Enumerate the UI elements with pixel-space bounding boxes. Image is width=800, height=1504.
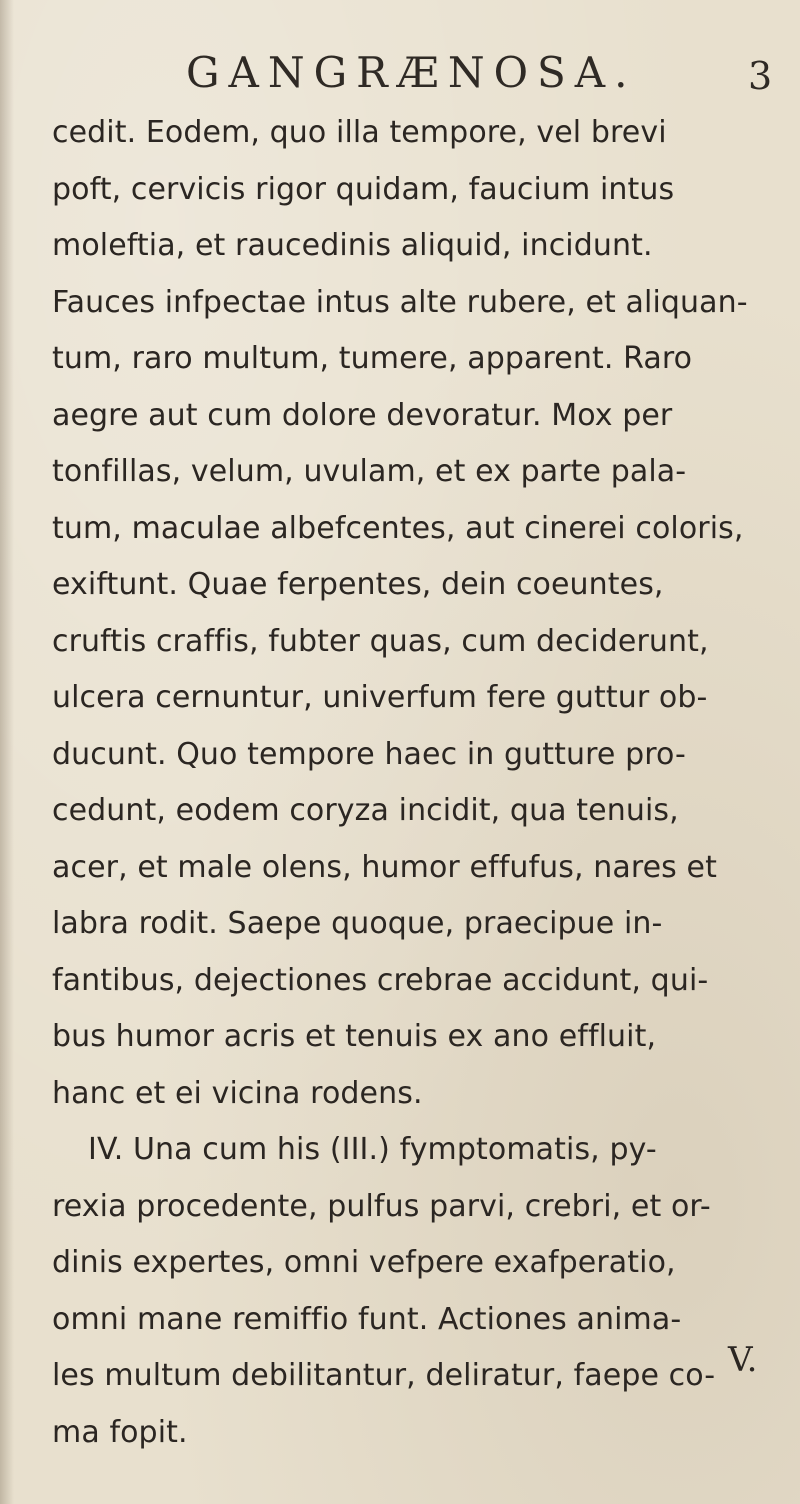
text-line: ducunt. Quo tempore haec in gutture pro-	[52, 736, 686, 772]
text-line: tum, maculae albefcentes, aut cinerei coloris,	[52, 510, 744, 546]
catchword: V.	[728, 1340, 758, 1380]
text-line: dinis expertes, omni vefpere exafperatio,	[52, 1245, 676, 1280]
text-line: rexia procedente, pulfus parvi, crebri, et or-	[52, 1188, 711, 1224]
page-header	[0, 44, 800, 104]
text-line: labra rodit. Saepe quoque, praecipue in-	[52, 906, 663, 941]
text-line: poft, cervicis rigor quidam, faucium intus	[52, 171, 675, 207]
text-line: fantibus, dejectiones crebrae accidunt, qui-	[52, 962, 709, 998]
text-line: ulcera cernuntur, univerfum fere guttur ob-	[52, 680, 708, 715]
page-number: 3	[748, 54, 773, 98]
text-line: acer, et male olens, humor effufus, nares et	[52, 849, 717, 885]
text-line: moleftia, et raucedinis aliquid, incidunt.	[52, 228, 653, 263]
text-line: omni mane remiffio funt. Actiones anima-	[52, 1301, 682, 1337]
page-gutter-shadow	[0, 0, 14, 1504]
text-line: exiftunt. Quae ferpentes, dein coeuntes,	[52, 567, 664, 602]
text-line: cruftis craffis, fubter quas, cum deciderunt,	[52, 623, 709, 659]
text-line: aegre aut cum dolore devoratur. Mox per	[52, 397, 673, 433]
text-line: les multum debilitantur, deliratur, faepe co-	[52, 1358, 716, 1393]
running-head: GANGRÆNOSA.	[186, 48, 637, 97]
text-line: cedit. Eodem, quo illa tempore, vel brevi	[52, 115, 667, 150]
text-line: bus humor acris et tenuis ex ano effluit,	[52, 1019, 657, 1054]
body-text	[52, 105, 772, 1461]
text-line: hanc et ei vicina rodens.	[52, 1075, 423, 1111]
text-line: cedunt, eodem coryza incidit, qua tenuis,	[52, 793, 679, 828]
text-line: Fauces infpectae intus alte rubere, et aliquan-	[52, 284, 748, 320]
text-line: tonfillas, velum, uvulam, et ex parte pala-	[52, 454, 687, 489]
text-line: tum, raro multum, tumere, apparent. Raro	[52, 341, 693, 376]
text-line: ma fopit.	[52, 1414, 188, 1450]
section-start-line: IV. Una cum his (III.) fymptomatis, py-	[88, 1132, 657, 1167]
